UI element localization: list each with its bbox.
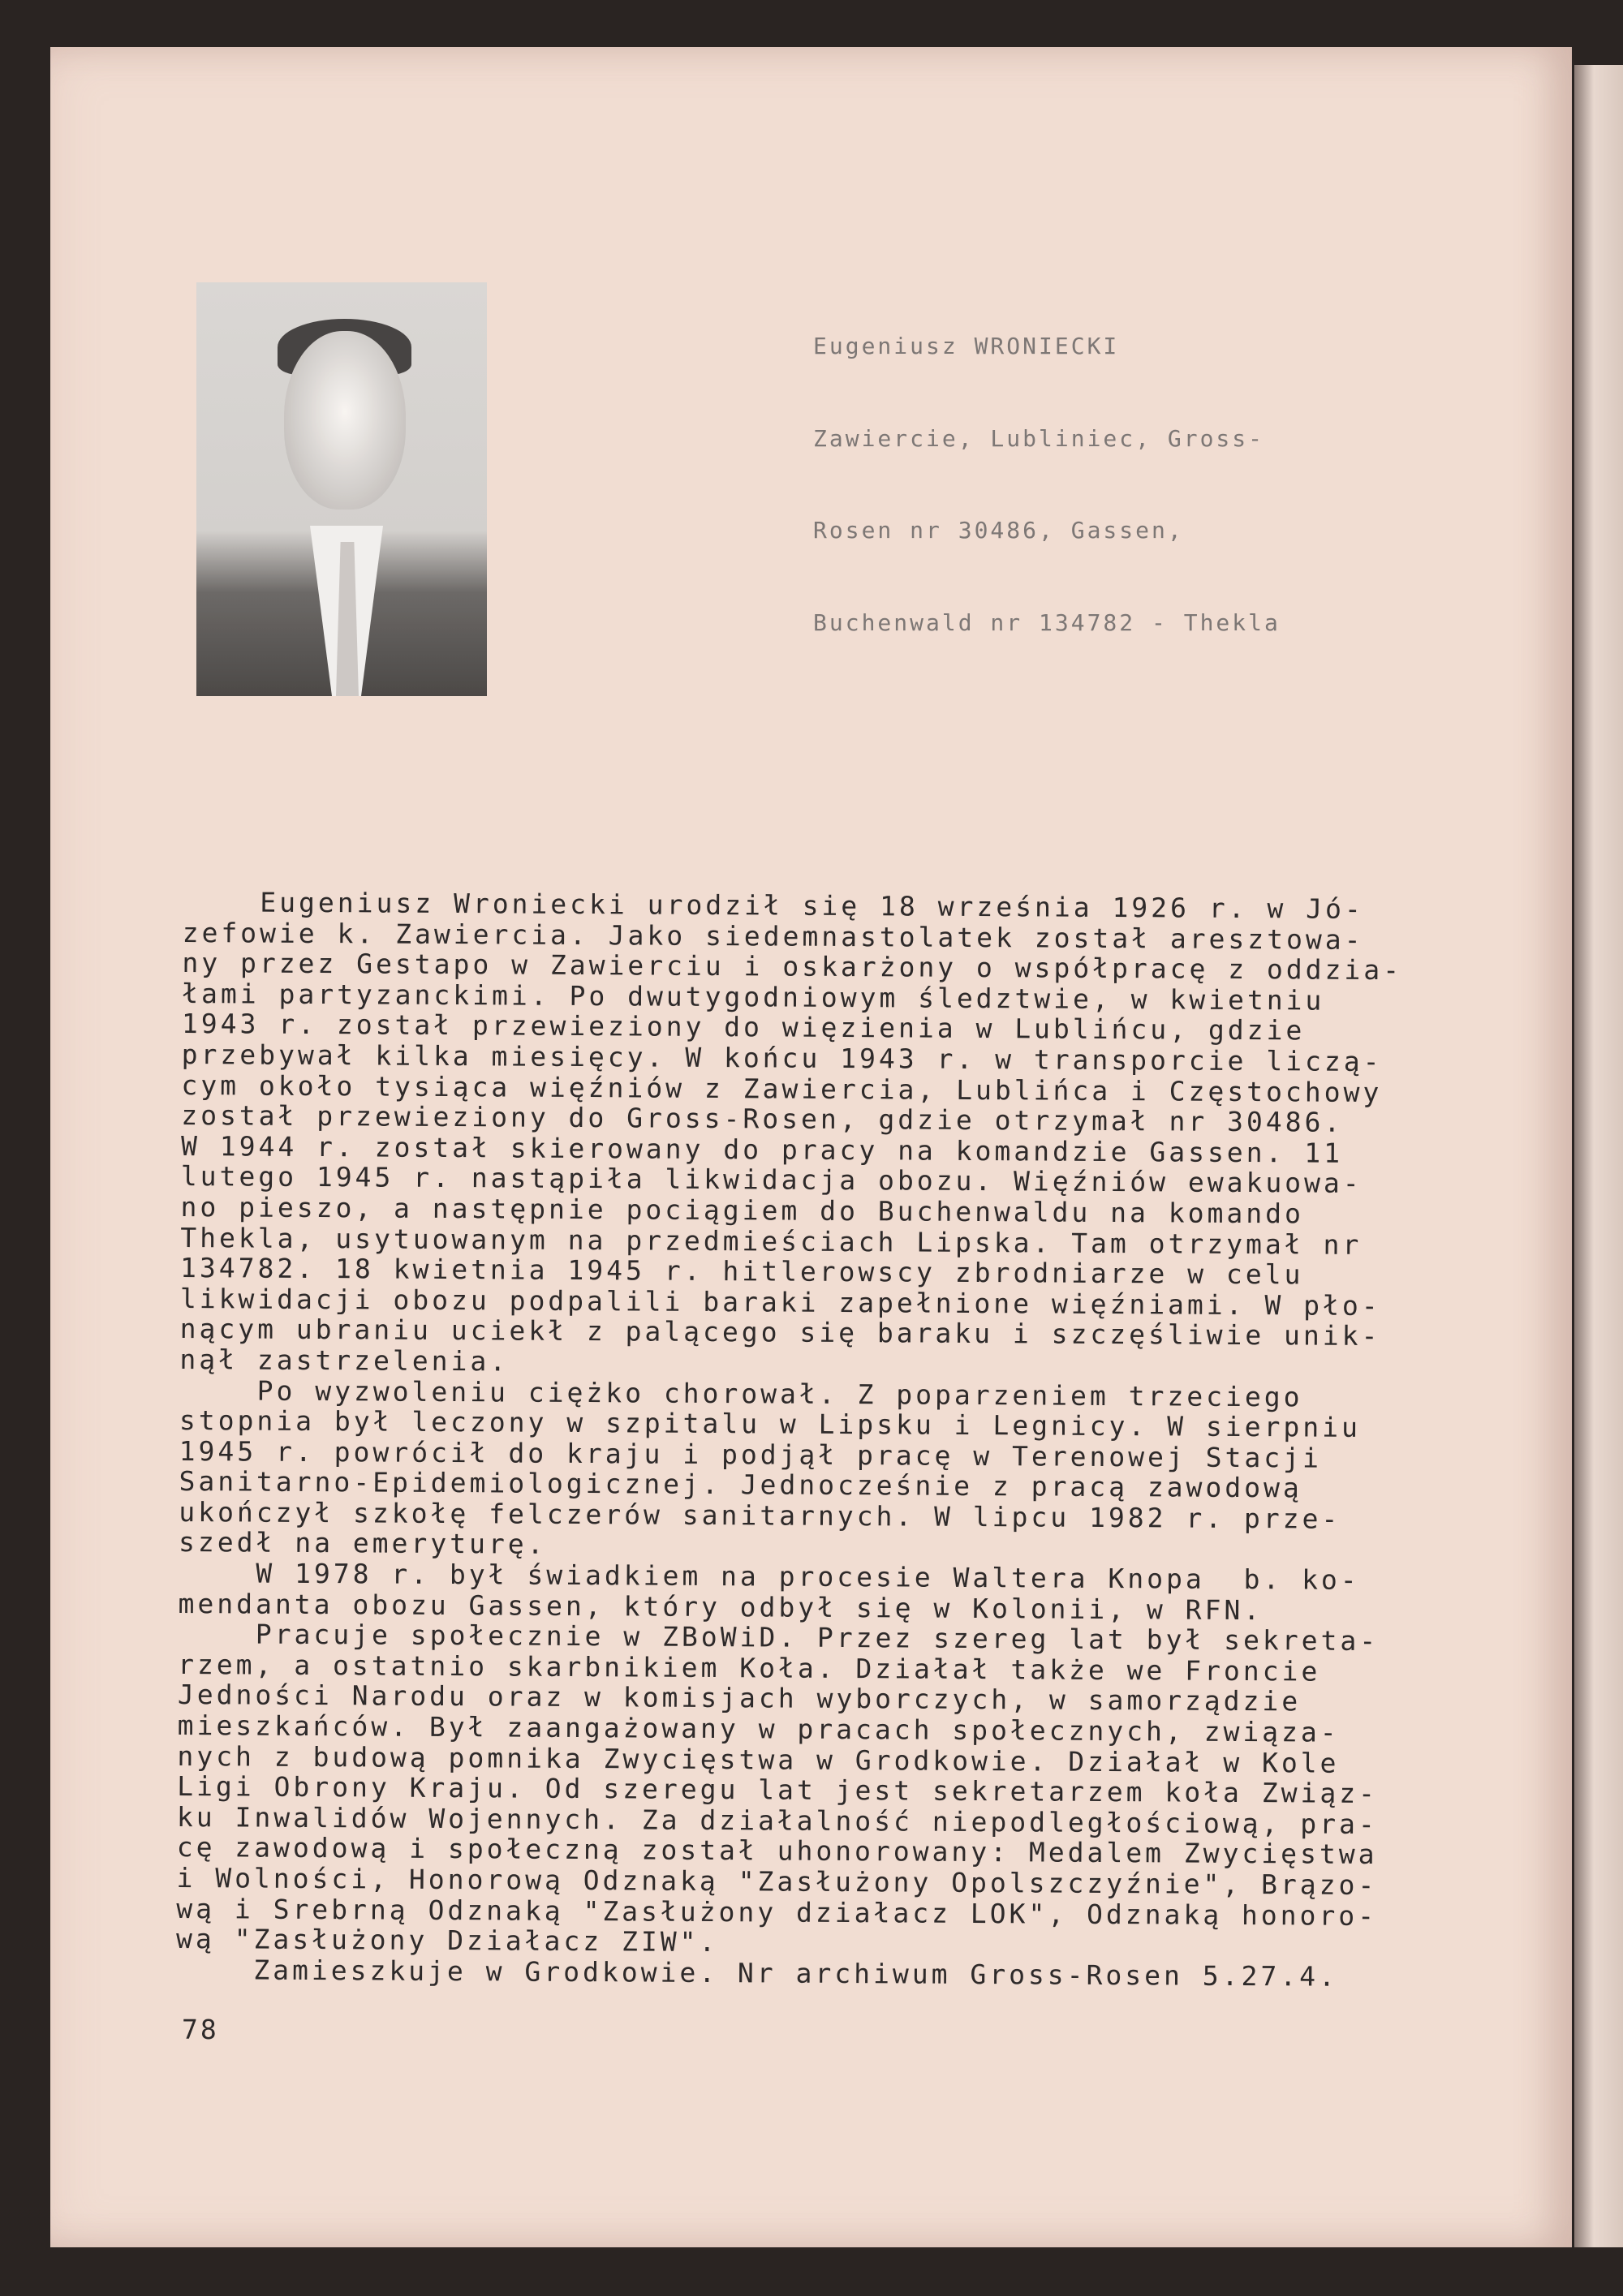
text-line: wą "Zasłużony Działacz ZIW". bbox=[175, 1923, 719, 1958]
text-line: no pieszo, a następnie pociągiem do Buchenwaldu na komando bbox=[180, 1190, 1305, 1230]
text-line: nął zastrzelenia. bbox=[179, 1343, 510, 1378]
text-line: Sanitarno-Epidemiologicznej. Jednocześnie z pracą zawodową bbox=[179, 1465, 1302, 1504]
text-line: Pracuje społecznie w ZBoWiD. Przez szereg lat był sekreta- bbox=[178, 1618, 1380, 1658]
biography-text bbox=[176, 887, 1403, 1993]
text-line: 1943 r. został przewieziony do więzienia w Lublińcu, gdzie bbox=[181, 1008, 1306, 1047]
page-number: 78 bbox=[182, 2014, 219, 2045]
header-name: Eugeniusz WRONIECKI bbox=[813, 333, 1120, 359]
text-line: cę zawodową i społeczną został uhonorowany: Medalem Zwycięstwa bbox=[176, 1831, 1378, 1871]
text-line: Jedności Narodu oraz w komisjach wyborczych, w samorządzie bbox=[177, 1679, 1302, 1718]
text-line: W 1978 r. był świadkiem na procesie Waltera Knopa b. ko- bbox=[178, 1557, 1360, 1596]
adjacent-page-edge bbox=[1574, 65, 1623, 2247]
text-line: mendanta obozu Gassen, który odbył się w Kolonii, w RFN. bbox=[178, 1587, 1264, 1626]
text-line: i Wolności, Honorową Odznaką "Zasłużony Opolszczyźnie", Brązo- bbox=[176, 1861, 1378, 1902]
portrait-face bbox=[284, 331, 406, 510]
text-line: 134782. 18 kwietnia 1945 r. hitlerowscy zbrodniarze w celu bbox=[180, 1252, 1304, 1291]
text-line: Thekla, usytuowanym na przedmieściach Lipska. Tam otrzymał nr bbox=[180, 1221, 1363, 1261]
text-line: ny przez Gestapo w Zawierciu i oskarżony o współpracę z oddzia- bbox=[182, 947, 1403, 987]
text-line: 1945 r. powrócił do kraju i podjął pracę w Terenowej Stacji bbox=[179, 1434, 1323, 1474]
header-line: Zawiercie, Lubliniec, Gross- bbox=[813, 424, 1265, 452]
header-line: Buchenwald nr 134782 - Thekla bbox=[813, 608, 1281, 636]
text-line: szedł na emeryturę. bbox=[178, 1526, 547, 1561]
header-line: Rosen nr 30486, Gassen, bbox=[813, 517, 1184, 544]
text-line: zefowie k. Zawiercia. Jako siedemnastolatek został aresztowa- bbox=[182, 916, 1364, 956]
text-line: cym około tysiąca więźniów z Zawiercia, Lublińca i Częstochowy bbox=[181, 1068, 1383, 1108]
text-line: został przewieziony do Gross-Rosen, gdzie otrzymał nr 30486. bbox=[181, 1099, 1344, 1138]
text-line: mieszkańców. Był zaangażowany w pracach społecznych, związa- bbox=[177, 1709, 1340, 1748]
text-line: likwidacji obozu podpalili baraki zapełnione więźniami. W pło- bbox=[179, 1282, 1381, 1322]
text-line: przebywał kilka miesięcy. W końcu 1943 r. w transporcie liczą- bbox=[181, 1038, 1383, 1078]
text-line: wą i Srebrną Odznaką "Zasłużony działacz LOK", Odznaką honoro- bbox=[176, 1892, 1378, 1932]
text-line: W 1944 r. został skierowany do pracy na komandzie Gassen. 11 bbox=[180, 1129, 1344, 1169]
text-line: Eugeniusz Wroniecki urodził się 18 września 1926 r. w Jó- bbox=[182, 886, 1364, 925]
text-line: Po wyzwoleniu ciężko chorował. Z poparzeniem trzeciego bbox=[179, 1374, 1303, 1412]
text-line: rzem, a ostatnio skarbnikiem Koła. Działał także we Froncie bbox=[178, 1648, 1321, 1688]
text-line: Zamieszkuje w Grodkowie. Nr archiwum Gross-Rosen 5.27.4. bbox=[175, 1953, 1339, 1993]
text-line: Ligi Obrony Kraju. Od szeregu lat jest sekretarzem koła Związ- bbox=[177, 1770, 1379, 1810]
text-line: łami partyzanckimi. Po dwutygodniowym śledztwie, w kwietniu bbox=[182, 977, 1325, 1017]
text-line: nącym ubraniu uciekł z palącego się baraku i szczęśliwie unik- bbox=[179, 1313, 1381, 1352]
text-line: stopnia był leczony w szpitalu w Lipsku i Legnicy. W sierpniu bbox=[179, 1404, 1362, 1443]
biography-header bbox=[813, 269, 1281, 669]
text-line: lutego 1945 r. nastąpiła likwidacja obozu. Więźniów ewakuowa- bbox=[180, 1160, 1363, 1200]
text-line: nych z budową pomnika Zwycięstwa w Grodkowie. Działał w Kole bbox=[177, 1739, 1340, 1779]
text-line: ku Inwalidów Wojennych. Za działalność niepodległościową, pra- bbox=[176, 1800, 1378, 1840]
portrait-photo bbox=[196, 282, 487, 696]
text-line: ukończył szkołę felczerów sanitarnych. W lipcu 1982 r. prze- bbox=[179, 1495, 1341, 1535]
